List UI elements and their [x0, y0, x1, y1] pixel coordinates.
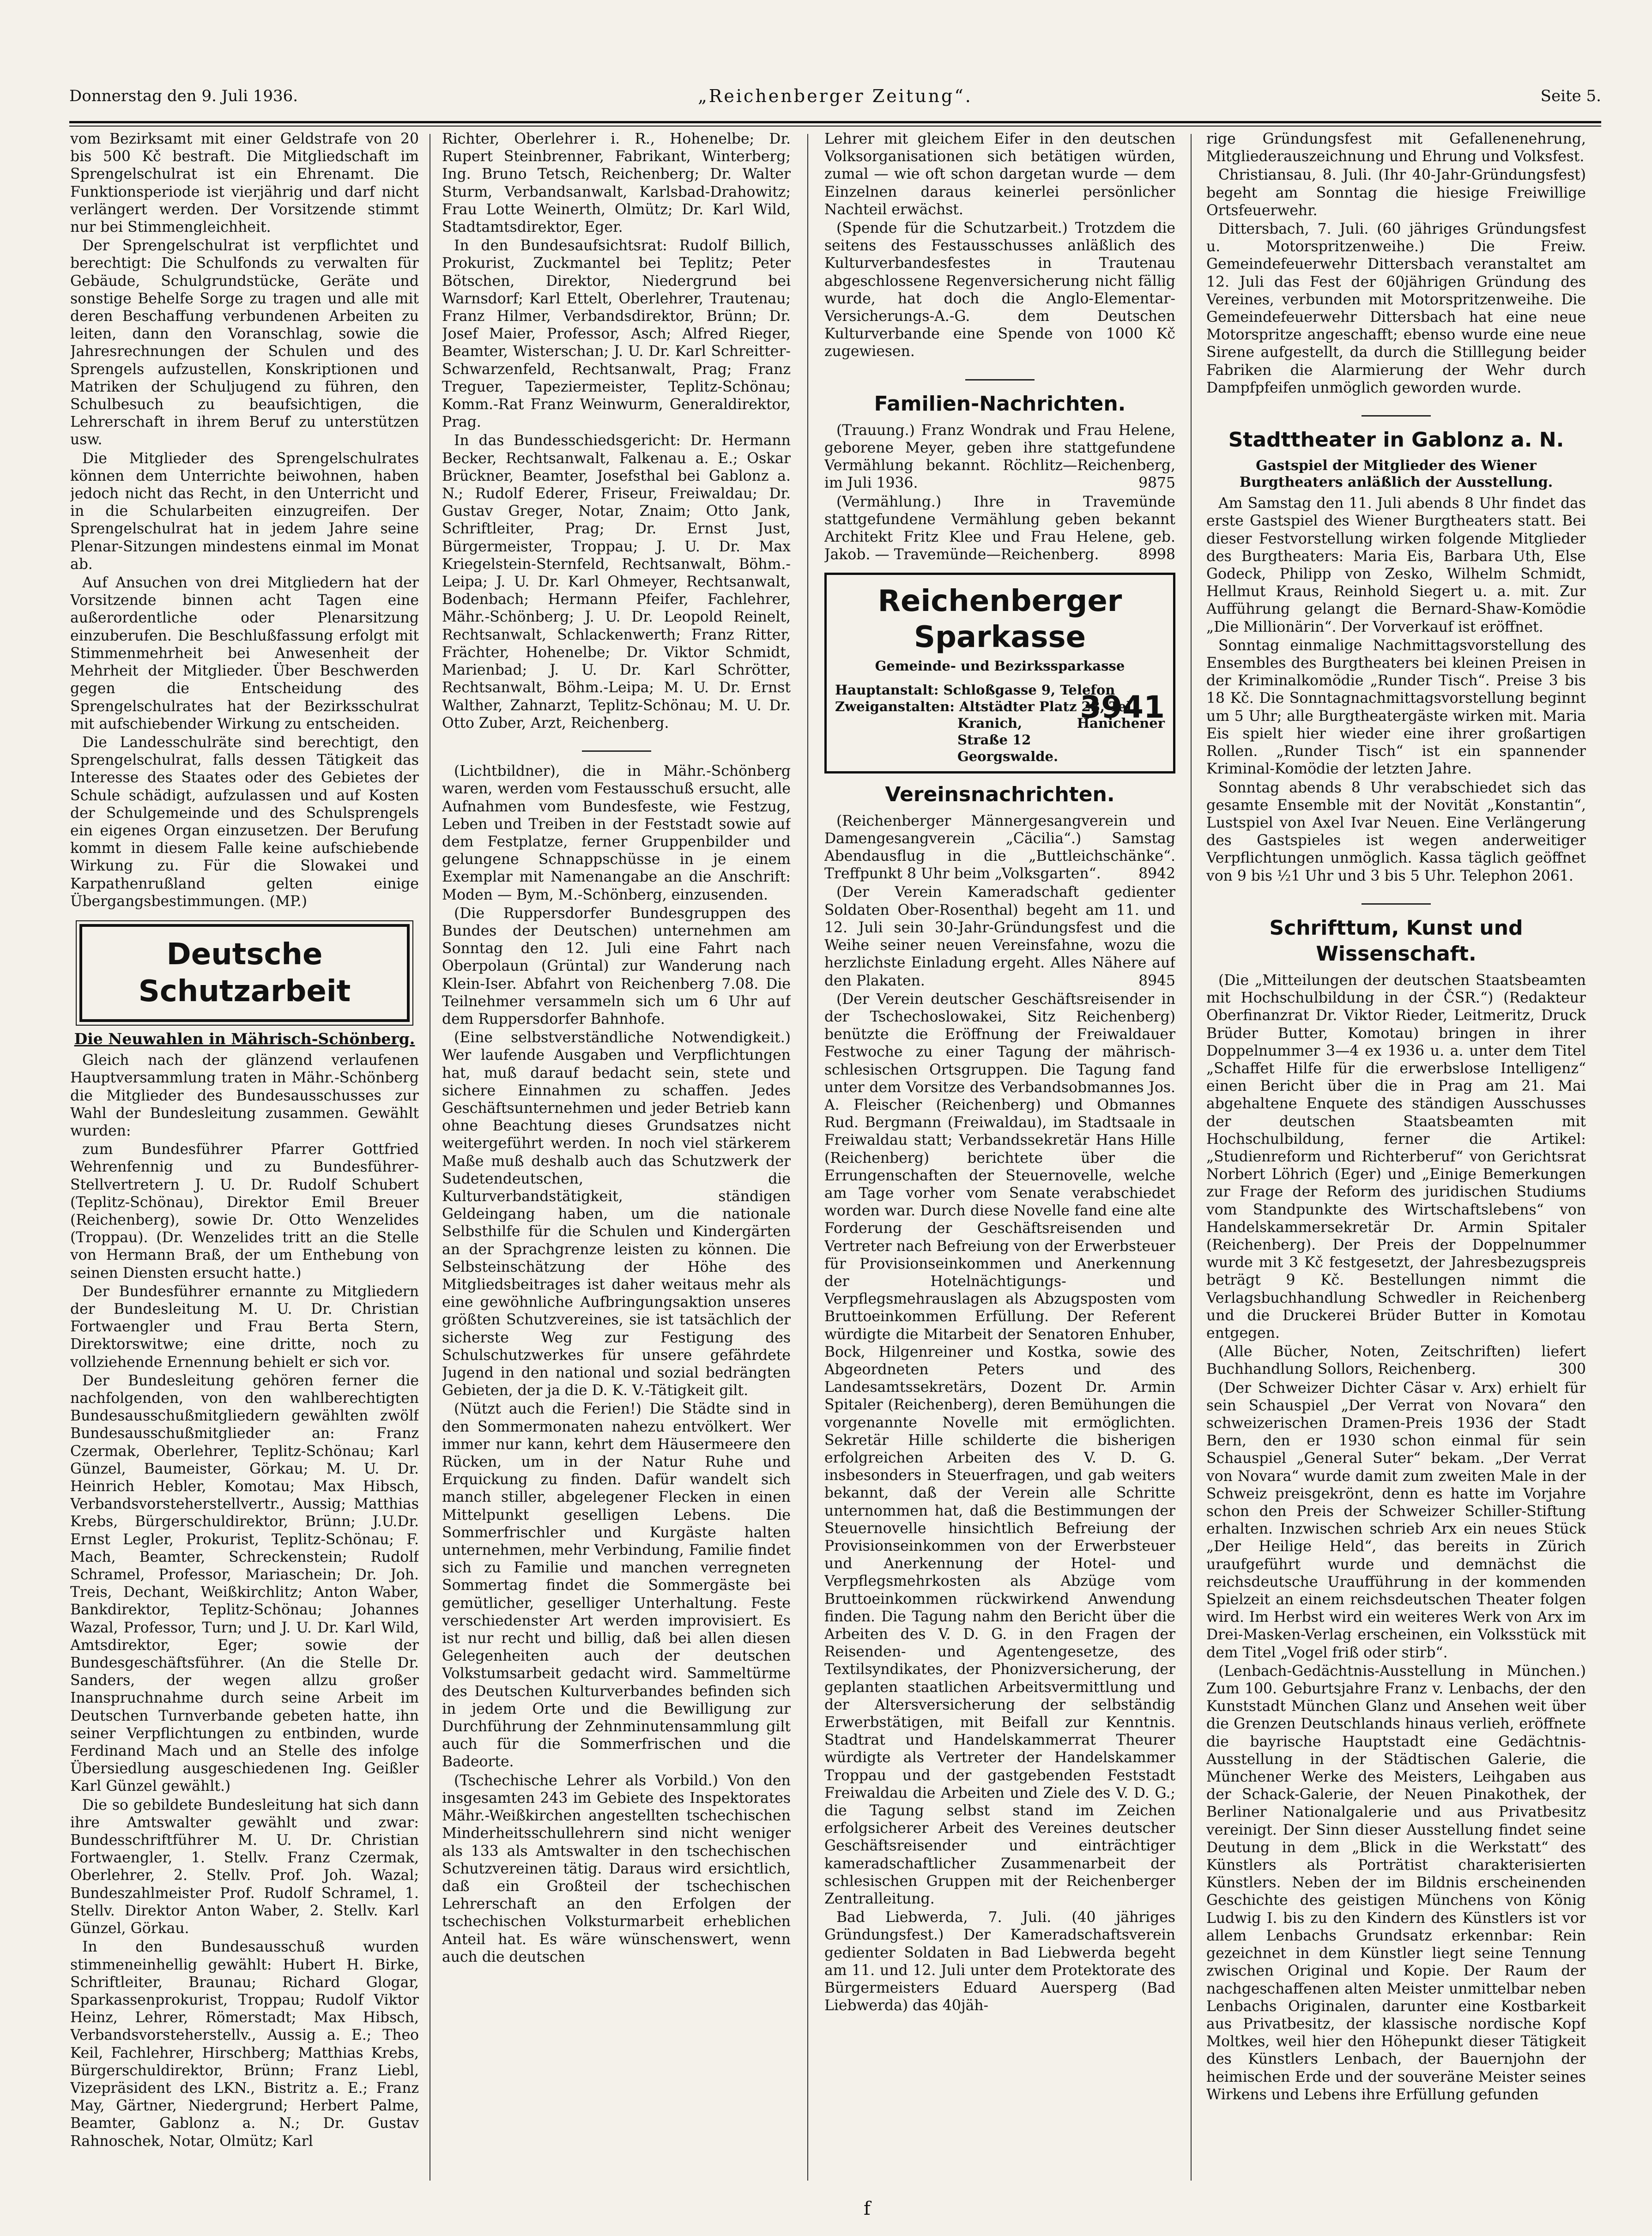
paragraph: Auf Ansuchen von drei Mitgliedern hat der Vorsitzende binnen acht Tagen eine außerordentliche oder Plenarsitzung einzuberufen. Die Beschlußfassung erfolgt mit Stimmenmehrheit bei Anwesenheit der Mehrheit der Mitglieder. Über Beschwerden gegen die Entscheidung des Sprengelschulrates hat der Bezirksschulrat mit aufschiebender Wirkung zu entscheiden.: [70, 574, 419, 732]
notice-text: (Reichenberger Männergesangverein und Damengesangverein „Cäcilia“.) Samstag Abendausflug in die „Buttleichschänke“. Treffpunkt 8 Uhr beim „Volksgarten“.: [824, 812, 1175, 882]
section-subheading-theater: Gastspiel der Mitglieder des Wiener Burgtheaters anläßlich der Ausstellung.: [1239, 458, 1553, 491]
paragraph: Der Sprengelschulrat ist verpflichtet und berechtigt: Die Schulfonds zu verwalten für Gebäude, Schulgrundstücke, Geräte und sonstige Behelfe Sorge zu tragen und alle mit deren Beschaffung verbundenen Arbeiten zu leiten, dann den Voranschlag, sowie die Jahresrechnungen der Schulen und des Sprengels aufzustellen, Konskriptionen und Matriken der Schuljugend zu führen, den Schulbesuch zu beaufsichtigen, die Lehrerschaft in ihrem Beruf zu unterstützen usw.: [70, 237, 419, 448]
article-title: Die Neuwahlen in Mährisch-Schönberg.: [74, 1029, 415, 1048]
paragraph: vom Bezirksamt mit einer Geldstrafe von 20 bis 500 Kč bestraft. Die Mitgliedschaft im Sprengelschulrat ist ein Ehrenamt. Die Funktionsperiode ist vierjährig und darf nicht verlängert werden. Der Vorsitzende stimmt nur bei Stimmengleichheit.: [70, 131, 419, 236]
paragraph: In das Bundesschiedsgericht: Dr. Hermann Becker, Rechtsanwalt, Falkenau a. E.; Oskar Brückner, Beamter, Josefsthal bei Gablonz a. N.; Rudolf Ederer, Friseur, Freiwaldau; Dr. Gustav Greger, Notar, Znaim; Otto Jank, Schriftleiter, Prag; Dr. Ernst Just, Bürgermeister, Troppau; J. U. Dr. Max Kriegelstein-Sternfeld, Rechtsanwalt, Böhm.-Leipa; J. U. Dr. Karl Ohmeyer, Rechtsanwalt, Bodenbach; Hermann Pfeifer, Fachlehrer, Mähr.-Schönberg; J. U. Dr. Leopold Reinelt, Rechtsanwalt, Schlackenwerth; Franz Ritter, Frächter, Hohenelbe; Dr. Viktor Schmidt, Marienbad; J. U. Dr. Karl Schrötter, Rechtsanwalt, Böhm.-Leipa; M. U. Dr. Ernst Walther, Zahnarzt, Teplitz-Schönau; M. U. Dr. Otto Zuber, Arzt, Reichenberg.: [442, 432, 791, 731]
separator: [824, 367, 1175, 385]
header-rule-thin: [69, 126, 1601, 127]
section-heading-literature: Schrifttum, Kunst und Wissenschaft.: [1269, 916, 1523, 966]
paragraph: Lehrer mit gleichem Eifer in den deutschen Volksorganisationen sich betätigen würden, zumal — wie oft schon dargetan wurde — dem Einzelnen daraus keinerlei persönlicher Nachteil erwächst.: [824, 131, 1175, 218]
paragraph: Christiansau, 8. Juli. (Ihr 40-Jahr-Gründungsfest) begeht am Sonntag die hiesige Freiwillige Ortsfeuerwehr.: [1206, 167, 1586, 219]
notice: [824, 422, 1175, 492]
notice: [1206, 1343, 1586, 1378]
paragraph: Dittersbach, 7. Juli. (60 jähriges Gründungsfest u. Motorspritzenweihe.) Die Freiw. Gemeindefeuerwehr Dittersbach veranstaltet am 12. Juli das Fest der 60jährigen Gründung des Vereines, verbunden mit Motorspritzenweihe. Die Gemeindefeuerwehr Dittersbach hat eine neue Motorspritze angeschafft; ebenso wurde eine neue Sirene aufgestellt, da durch die Stilllegung beider Fabriken die Alarmierung der Wehr durch Dampfpfeifen unmöglich geworden wurde.: [1206, 221, 1586, 396]
paragraph: Sonntag abends 8 Uhr verabschiedet sich das gesamte Ensemble mit der Novität „Konstantin“, Lustspiel von Axel Ivar Neuen. Eine Verlängerung des Gastspieles ist wegen anderweitiger Verpflichtungen unmöglich. Kassa täglich geöffnet von 9 bis ½1 Uhr und 3 bis 5 Uhr. Telephon 2061.: [1206, 779, 1586, 884]
notice-number: 8942: [1138, 865, 1175, 882]
ad-phone-number: 3941: [1080, 689, 1165, 725]
paragraph: (Der Verein deutscher Geschäftsreisender in der Tschechoslowakei, Sitz Reichenberg) benützte die Eröffnung der Freiwaldauer Festwoche zu einer Tagung der mährisch-schlesischen Ortsgruppen. Die Tagung fand unter dem Vorsitze des Verbandsobmannes Jos. A. Fleischer (Reichenberg) und Obmannes Rud. Bergmann (Freiwaldau), im Stadtsaale in Freiwaldau statt; Verbandssekretär Hans Hille (Reichenberg) berichtete über die Errungenschaften der Steuernovelle, welche am Tage vorher vom Senate verabschiedet worden war. Durch diese Novelle fand eine alte Forderung der Geschäftsreisenden und Vertreter nach Befreiung von der Erwerbsteuer für Provisionseinkommen und Anerkennung der Hotelnächtigungs- und Verpflegsmehrauslagen als Abzugsposten vom Bruttoeinkommen Erfüllung. Der Referent würdigte die Mitarbeit der Senatoren Enhuber, Bock, Hilgenreiner und Kostka, sowie des Abgeordneten Peters und des Landesamtssekretärs, Dozent Dr. Armin Spitaler (Reichenberg), deren Bemühungen die vorgenannte Novelle mit ermöglichten. Sekretär Hille schilderte die bisherigen erfolgreichen Arbeiten des V. D. G. insbesonders in Steuerfragen, und gab weiters bekannt, daß der Verein alle Schritte unternommen hat, daß die Bestimmungen der Steuernovelle hinsichtlich Befreiung der Provisionseinkommen von der Erwerbsteuer und Anerkennung der Hotel- und Verpflegsmehrkosten als Abzüge vom Bruttoeinkommen rückwirkend Anwendung finden. Die Tagung nahm den Bericht über die Arbeiten des V. D. G. in den Fragen der Reisenden- und Agentengesetze, des Textilsyndikates, der Phonizversicherung, der geplanten staatlichen Arbeitsvermittlung und der Altersversicherung der selbständig Erwerbstätigen, mit Beifall zur Kenntnis. Stadtrat und Handelskammerrat Theurer würdigte als Vertreter der Handelskammer Troppau und der gastgebenden Feststadt Freiwaldau die Arbeiten und Ziele des V. D. G.; die Tagung selbst stand im Zeichen erfolgsicherer Arbeit des Vereines deutscher Geschäftsreisender und einträchtiger kameradschaftlicher Zusammenarbeit der schlesischen Gruppen mit der Reichenberger Zentralleitung.: [824, 991, 1175, 1908]
column-3: [824, 130, 1175, 2181]
ad-branch-address: Kranich, Hanichener Straße 12: [957, 715, 1165, 748]
paragraph: (Die Ruppersdorfer Bundesgruppen des Bundes der Deutschen) unternehmen am Sonntag den 12. Juli eine Fahrt nach Oberpolaun (Grüntal) zur Wanderung nach Klein-Iser. Abfahrt von Reichenberg 7.08. Die Teilnehmer versammeln sich um 6 Uhr auf dem Ruppersdorfer Bahnhofe.: [442, 905, 791, 1027]
paragraph: (Tschechische Lehrer als Vorbild.) Von den insgesamten 243 im Gebiete des Inspektorates Mähr.-Weißkirchen angestellten tschechischen Minderheitsschullehrern sind nicht weniger als 133 als Amtswalter in den tschechischen Schutzvereinen tätig. Daraus wird ersichtlich, daß ein Großteil der tschechischen Lehrerschaft an den Erfolgen der tschechischen Volksturmarbeit erheblichen Anteil hat. Es wäre wünschenswert, wenn auch die deutschen: [442, 1772, 791, 1965]
paragraph: Die Landesschulräte sind berechtigt, den Sprengelschulrat, falls dessen Tätigkeit das Interesse des Staates oder des Gebietes der Schule schädigt, aufzulassen und auf Kosten der Schulgemeinde und des Schulsprengels ein eigenes Organ einzusetzen. Der Berufung kommt in diesem Falle keine aufschiebende Wirkung zu. Für die Slowakei und Karpathenrußland gelten einige Übergangsbestimmungen. (MP.): [70, 734, 419, 910]
paragraph: Gleich nach der glänzend verlaufenen Hauptversammlung traten in Mähr.-Schönberg die Mitglieder des Bundesausschusses zur Wahl der Bundesleitung zusammen. Gewählt wurden:: [70, 1052, 419, 1139]
notice-number: 8998: [1138, 546, 1175, 563]
paragraph: Die Mitglieder des Sprengelschulrates können dem Unterrichte beiwohnen, haben jedoch nicht das Recht, in den Unterricht und in die Schularbeiten einzugreifen. Der Sprengelschulrat hat in jedem Jahre seine Plenar-Sitzungen mindestens einmal im Monat ab.: [70, 450, 419, 573]
paragraph: Bad Liebwerda, 7. Juli. (40 jähriges Gründungsfest.) Der Kameradschaftsverein gedienter Soldaten in Bad Liebwerda begeht am 11. und 12. Juli unter dem Protektorate des Bürgermeisters Eduard Auersperg (Bad Liebwerda) das 40jäh-: [824, 1909, 1175, 2014]
paragraph: Die so gebildete Bundesleitung hat sich dann ihre Amtswalter gewählt und zwar: Bundesschriftführer M. U. Dr. Christian Fortwaengler, 1. Stellv. Franz Czermak, Oberlehrer, 2. Stellv. Prof. Joh. Wazal; Bundeszahlmeister Prof. Rudolf Schramel, 1. Stellv. Direktor Anton Waber, 2. Stellv. Karl Günzel, Görkau.: [70, 1796, 419, 1937]
paragraph: In den Bundesausschuß wurden stimmeneinhellig gewählt: Hubert H. Birke, Schriftleiter, Braunau; Richard Glogar, Sparkassenprokurist, Troppau; Rudolf Viktor Heinz, Lehrer, Römerstadt; Max Hibsch, Verbandsvorsteherstellv., Aussig a. E.; Theo Keil, Fachlehrer, Hirschberg; Matthias Krebs, Bürgerschuldirektor, Brünn; Franz Liebl, Vizepräsident des LKN., Bistritz a. E.; Franz May, Gärtner, Niedergrund; Herbert Palme, Beamter, Gablonz a. N.; Dr. Gustav Rahnoschek, Notar, Olmütz; Karl: [70, 1939, 419, 2150]
separator: [442, 738, 791, 756]
paragraph: (Der Schweizer Dichter Cäsar v. Arx) erhielt für sein Schauspiel „Der Verrat von Novara“ den schweizerischen Dramen-Preis 1936 der Stadt Bern, den er 1930 schon einmal für sein Schauspiel „General Suter“ bekam. „Der Verrat von Novara“ wurde damit zum zweiten Male in der Schweiz preisgekrönt, denn es hatte im Vorjahre schon den Preis der Schweizer Schiller-Stiftung erhalten. Inzwischen schrieb Arx ein neues Stück „Der Heilige Held“, das bereits in Zürich uraufgeführt wurde und demnächst die reichsdeutsche Uraufführung in der kommenden Spielzeit an einem reichsdeutschen Theater folgen wird. Im Herbst wird ein weiteres Werk von Arx im Drei-Masken-Verlag erscheinen, ein Volksstück mit dem Titel „Vogel friß oder stirb“.: [1206, 1379, 1586, 1661]
paragraph: Am Samstag den 11. Juli abends 8 Uhr findet das erste Gastspiel des Wiener Burgtheaters statt. Bei dieser Festvorstellung wirken folgende Mitglieder des Burgtheaters: Maria Eis, Barbara Uth, Else Godeck, Philipp von Zesko, Wilhelm Schmidt, Hellmut Kraus, Reinhold Siegert u. a. mit. Zur Aufführung gelangt die Bernard-Shaw-Komödie „Die Millionärin“. Der Vorverkauf ist eröffnet.: [1206, 495, 1586, 635]
separator: [1206, 891, 1586, 909]
paragraph: (Eine selbstverständliche Notwendigkeit.) Wer laufende Ausgaben und Verpflichtungen hat, muß darauf bedacht sein, stete und sichere Einnahmen zu schaffen. Jedes Geschäftsunternehmen und jeder Betrieb kann ohne Beachtung dieses Grundsatzes nicht weitergeführt werden. In noch viel stärkerem Maße muß deshalb auch das Schutzwerk der Sudetendeutschen, die Kulturverbandstätigkeit, ständigen Geldeingang haben, um die nationale Selbsthilfe für die Schulen und Kindergärten an der Sprachgrenze leisten zu können. Die Selbsteinschätzung der Höhe des Mitgliedsbeitrages ist daher weitaus mehr als eine gewöhnliche Aufbringungsaktion unseres größten Schutzvereines, sie ist tatsächlich der sicherste Weg zur Festigung des Schulschutzwerkes für unsere gefährdete Jugend in den national und sozial bedrängten Gebieten, der ja die D. K. V.-Tätigkeit gilt.: [442, 1029, 791, 1399]
ad-title: Reichenberger Sparkasse: [877, 584, 1122, 655]
notice-number: 9875: [1138, 475, 1175, 492]
notice: [824, 883, 1175, 989]
notice: [824, 812, 1175, 883]
paragraph: rige Gründungsfest mit Gefallenenehrung, Mitgliederauszeichnung und Ehrung und Volksfest.: [1206, 131, 1586, 165]
column-1: [70, 130, 419, 2181]
notice-number: 300: [1558, 1361, 1586, 1378]
paragraph: (Spende für die Schutzarbeit.) Trotzdem die seitens des Festausschusses anläßlich des Kulturverbandesfestes in Trautenau abgeschlossene Regenversicherung nicht fällig wurde, hat doch die Anglo-Elementar-Versicherungs-A.-G. dem Deutschen Kulturverbande eine Spende von 1000 Kč zugewiesen.: [824, 220, 1175, 360]
notice-text: (Alle Bücher, Noten, Zeitschriften) liefert Buchhandlung Sollors, Reichenberg.: [1206, 1343, 1586, 1378]
paragraph: (Die „Mitteilungen der deutschen Staatsbeamten mit Hochschulbildung in der ČSR.“) (Redakteur Oberfinanzrat Dr. Viktor Rieder, Leitmeritz, Druck Brüder Butter, Komotau) bringen in ihrer Doppelnummer 3—4 ex 1936 u. a. unter dem Titel „Schaffet Hilfe für die erwerbslose Intelligenz“ einen Bericht über die in Prag am 21. Mai abgehaltene Enquete des ständigen Ausschusses der deutschen Staatsbeamten mit Hochschulbildung, ferner die Artikel: „Studienreform und Richterberuf“ von Gerichtsrat Norbert Löhrich (Eger) und „Einige Bemerkungen zur Frage der Reform des juridischen Studiums vom Standpunkte des Wirtschaftslebens“ von Handelskammersekretär Dr. Armin Spitaler (Reichenberg). Der Preis der Doppelnummer wurde mit 3 Kč festgesetzt, der Jahresbezugspreis beträgt 9 Kč. Bestellungen nimmt die Verlagsbuchhandlung Schwedler in Reichenberg und die Druckerei Brüder Butter in Komotau entgegen.: [1206, 972, 1586, 1342]
header-page-number: Seite 5.: [1540, 87, 1601, 105]
paragraph: (Lichtbildner), die in Mähr.-Schönberg waren, werden vom Festausschuß ersucht, alle Aufnahmen vom Bundesfeste, wie Festzug, Leben und Treiben in der Feststadt sowie auf dem Festplatze, ferner Gruppenbilder und gelungene Schnappschüsse in je einem Exemplar mit Namenangabe an die Anschrift: Moden — Bym, M.-Schönberg, einzusenden.: [442, 763, 791, 903]
notice-text: (Trauung.) Franz Wondrak und Frau Helene, geborene Meyer, geben ihre stattgefundene Vermählung bekannt. Röchlitz—Reichenberg, im Juli 1936.: [824, 422, 1175, 492]
column-4: [1206, 130, 1586, 2181]
ad-branches: Zweiganstalten: Altstädter Platz 23, Tel.: [835, 698, 1136, 714]
paragraph: Der Bundesleitung gehören ferner die nachfolgenden, von den wahlberechtigten Bundesausschußmitgliedern gewählten zwölf Bundesausschußmitglieder an: Franz Czermak, Oberlehrer, Teplitz-Schönau; Karl Günzel, Baumeister, Görkau; M. U. Dr. Heinrich Hebler, Komotau; Max Hibsch, Verbandsvorsteherstellvertr., Aussig; Matthias Krebs, Bürgerschuldirektor, Brünn; J.U.Dr. Ernst Legler, Prokurist, Teplitz-Schönau; F. Mach, Beamter, Schreckenstein; Rudolf Schramel, Professor, Mariaschein; Dr. Joh. Treis, Dechant, Weißkirchlitz; Anton Waber, Bankdirektor, Teplitz-Schönau; Johannes Wazal, Professor, Turn; und J. U. Dr. Karl Wild, Amtsdirektor, Eger; sowie der Bundesgeschäftsführer. (An die Stelle Dr. Sanders, der wegen allzu großer Inanspruchnahme durch seine Arbeit im Deutschen Turnverbande gebeten hatte, ihn seiner Verpflichtungen zu entbinden, wurde Ferdinand Mach und an Stelle des infolge Übersiedlung ausgeschiedenen Ing. Geißler Karl Günzel gewählt.): [70, 1372, 419, 1795]
sparkasse-advertisement: [824, 573, 1175, 773]
paragraph: Sonntag einmalige Nachmittagsvorstellung des Ensembles des Burgtheaters bei kleinen Preisen in der Kriminalkomödie „Runder Tisch“. Preise 3 bis 18 Kč. Die Sonntagnachmittagsvorstellung beginnt um 5 Uhr; alle Burgtheatergäste wirken mit. Maria Eis spielt hier wieder eine ihrer großartigen Rollen. „Runder Tisch“ ist ein spannender Kriminal-Komödie der letzten Jahre.: [1206, 637, 1586, 778]
notice-number: 8945: [1138, 972, 1175, 989]
paragraph: zum Bundesführer Pfarrer Gottfried Wehrenfennig und zu Bundesführer-Stellvertretern J. U. Dr. Rudolf Schubert (Teplitz-Schönau), Direktor Emil Breuer (Reichenberg), sowie Dr. Otto Wenzelides (Troppau). (Dr. Wenzelides tritt an die Stelle von Hermann Braß, der um Enthebung von seinen Diensten ersucht hatte.): [70, 1141, 419, 1281]
paragraph: In den Bundesaufsichtsrat: Rudolf Billich, Prokurist, Zuckmantel bei Teplitz; Peter Bötschen, Direktor, Niedergrund bei Warnsdorf; Karl Ettelt, Oberlehrer, Trautenau; Franz Hilmer, Verbandsdirektor, Brünn; Dr. Josef Maier, Professor, Asch; Alfred Rieger, Beamter, Wisterschan; J. U. Dr. Karl Schreitter-Schwarzenfeld, Rechtsanwalt, Prag; Franz Treguer, Tapeziermeister, Teplitz-Schönau; Komm.-Rat Franz Weinwurm, Generaldirektor, Prag.: [442, 237, 791, 431]
header-date: Donnerstag den 9. Juli 1936.: [69, 87, 298, 105]
column-divider: [807, 134, 808, 2181]
section-heading-associations: Vereinsnachrichten.: [885, 782, 1115, 806]
paragraph: (Nützt auch die Ferien!) Die Städte sind in den Sommermonaten nahezu entvölkert. Wer immer nur kann, kehrt dem Häusermeere den Rücken, um in der Natur Ruhe und Erquickung zu finden. Dafür wandelt sich manch stiller, abgelegener Flecken in einen Mittelpunkt geselligen Lebens. Die Sommerfrischler und Kurgäste halten unternehmen, mehr Verbindung, Familie findet sich zu Familie und manchen verregneten Sommertag findet die Sommergäste bei gemütlicher, geselliger Unterhaltung. Feste verschiedenster Art werden improvisiert. Es ist nur recht und billig, daß bei allen diesen Gelegenheiten auch der deutschen Volkstumsarbeit gedacht wird. Sammeltürme des Deutschen Kulturverbandes befinden sich in jedem Orte und die Bewilligung zur Durchführung der Zehnminutensammlung gilt auch für die Sommerfrischen und die Badeorte.: [442, 1401, 791, 1771]
separator: [1206, 403, 1586, 421]
page-header: [69, 82, 1601, 115]
section-box-heading: Deutsche Schutzarbeit: [79, 924, 410, 1022]
notice: [824, 493, 1175, 564]
header-rule: [69, 121, 1601, 123]
ad-subtitle: Gemeinde- und Bezirkssparkasse: [875, 658, 1125, 674]
notice-text: (Der Verein Kameradschaft gedienter Soldaten Ober-Rosenthal) begeht am 11. und 12. Juli sein 30-Jahr-Gründungsfest und die Weihe seiner neuen Vereinsfahne, wozu die herzlichste Einladung ergeht. Alles Nähere auf den Plakaten.: [824, 884, 1175, 989]
paragraph: Der Bundesführer ernannte zu Mitgliedern der Bundesleitung M. U. Dr. Christian Fortwaengler und Frau Berta Stern, Direktorswitwe; eine dritte, noch zu vollziehende Ernennung behielt er sich vor.: [70, 1283, 419, 1371]
column-2: [442, 130, 791, 2181]
ad-main-office: Hauptanstalt: Schloßgasse 9, Telefon: [835, 682, 1115, 698]
notice-text: (Vermählung.) Ihre in Travemünde stattgefundene Vermählung geben bekannt Architekt Fritz Klee und Frau Helene, geb. Jakob. — Travemünde—Reichenberg.: [824, 493, 1175, 563]
paragraph: (Lenbach-Gedächtnis-Ausstellung in München.) Zum 100. Geburtsjahre Franz v. Lenbachs, der den Kunststadt München Glanz und Ansehen weit über die Grenzen Deutschlands hinaus verlieh, eröffnete die bayrische Hauptstadt eine Gedächtnis-Ausstellung in der Städtischen Galerie, die Münchener Werke des Meisters, Leihgaben aus der Schack-Galerie, der Neuen Pinakothek, der Berliner Nationalgalerie und aus Privatbesitz vereinigt. Der Sinn dieser Ausstellung findet seine Deutung in dem „Blick in die Werkstatt“ des Künstlers als Porträtist charakterisierten Künstlers. Neben der im Bildnis erscheinenden Geschichte des geistigen Münchens von König Ludwig I. bis zu den Kindern des Künstlers ist vor allem Lenbachs Grundsatz erkennbar: Rein gezeichnet in dem Künstler liegt seine Tennung zwischen Original und Kopie. Der Raum der nachgeschaffenen alten Meister unmittelbar neben Lenbachs Originalen, darunter eine Kostbarkeit aus Privatbesitz, der klassische nordische Kopf Moltkes, weil hier den Höhepunkt dieser Tätigkeit des Künstlers Lenbach, der Bauernjohn der heimischen Erde und der souveräne Meister seines Wirkens und Lebens ihre Erfüllung gefunden: [1206, 1662, 1586, 2103]
column-divider: [1191, 134, 1192, 2181]
header-paper-name: „Reichenberger Zeitung“.: [698, 86, 973, 106]
ad-branch-town: Georgswalde.: [957, 748, 1059, 764]
paragraph: Richter, Oberlehrer i. R., Hohenelbe; Dr. Rupert Steinbrenner, Fabrikant, Winterberg; Ing. Bruno Tetsch, Reichenberg; Dr. Walter Sturm, Verbandsanwalt, Karlsbad-Drahowitz; Frau Lotte Weinerth, Olmütz; Dr. Karl Wild, Stadtamtsdirektor, Eger.: [442, 131, 791, 236]
section-heading-theater: Stadttheater in Gablonz a. N.: [1228, 428, 1564, 452]
section-heading-family: Familien-Nachrichten.: [874, 392, 1126, 416]
footer-mark: f: [864, 2198, 871, 2219]
